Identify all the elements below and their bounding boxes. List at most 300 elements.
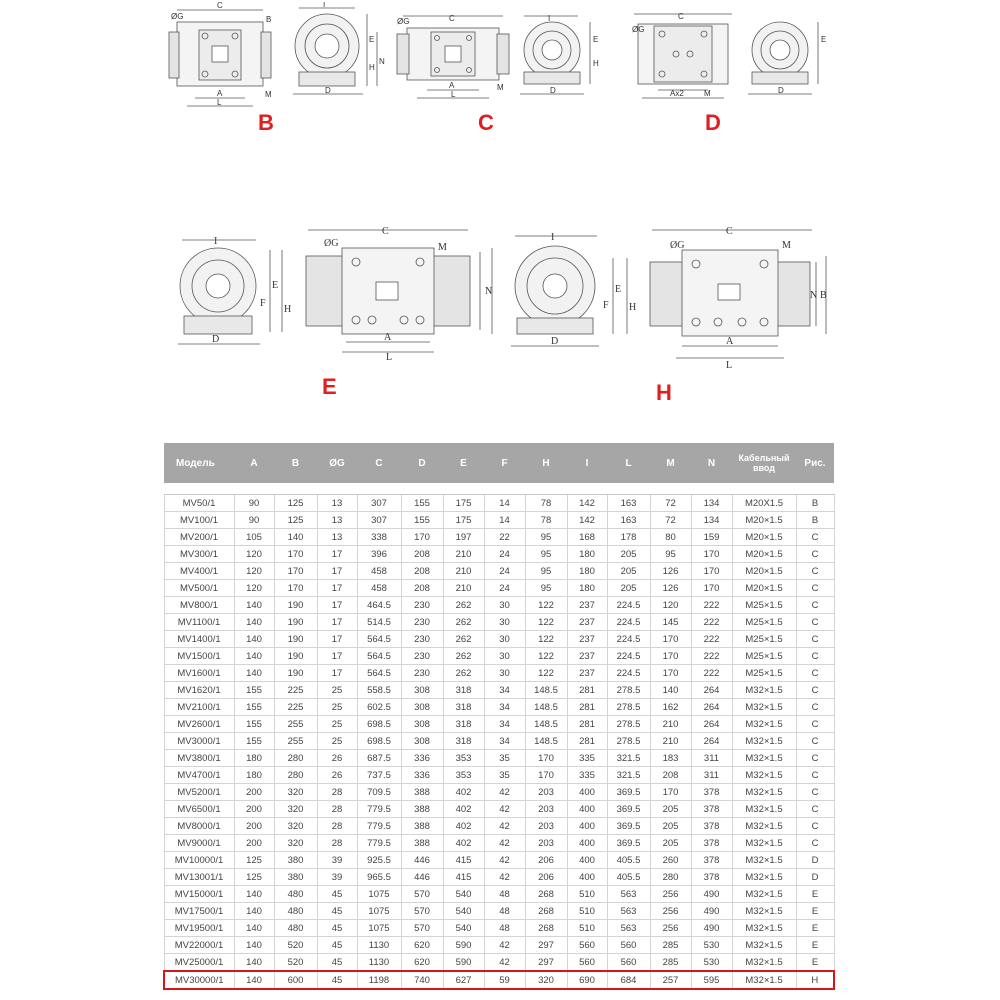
table-cell: 779.5 <box>357 835 401 852</box>
table-cell: M20X1.5 <box>732 495 796 512</box>
table-cell: 464.5 <box>357 597 401 614</box>
table-cell: M32×1.5 <box>732 682 796 699</box>
table-cell: 78 <box>525 495 567 512</box>
dim-label-a: A <box>449 81 455 90</box>
table-cell: 285 <box>650 954 691 972</box>
table-cell: C <box>796 767 834 784</box>
column-header: Рис. <box>796 443 834 483</box>
table-cell: 558.5 <box>357 682 401 699</box>
column-header: Модель <box>164 443 234 483</box>
table-cell: 378 <box>691 852 732 869</box>
table-cell: M25×1.5 <box>732 614 796 631</box>
dim-label-m: M <box>438 242 447 253</box>
table-cell: 570 <box>401 903 443 920</box>
table-cell: 627 <box>443 971 484 989</box>
table-cell: 72 <box>650 495 691 512</box>
table-cell: 190 <box>274 631 317 648</box>
table-cell: 311 <box>691 767 732 784</box>
table-cell: C <box>796 682 834 699</box>
model-cell: MV400/1 <box>164 563 234 580</box>
table-cell: 210 <box>650 733 691 750</box>
table-cell: M25×1.5 <box>732 631 796 648</box>
table-row <box>164 767 834 784</box>
table-cell: 148.5 <box>525 699 567 716</box>
table-row <box>164 801 834 818</box>
table-cell: 34 <box>484 682 525 699</box>
table-cell: 320 <box>274 801 317 818</box>
table-cell: 180 <box>234 767 274 784</box>
table-cell: 278.5 <box>607 699 650 716</box>
table-cell: 170 <box>691 546 732 563</box>
table-cell: 1075 <box>357 886 401 903</box>
table-cell: 122 <box>525 665 567 682</box>
model-cell: MV1100/1 <box>164 614 234 631</box>
table-row <box>164 631 834 648</box>
table-cell: 200 <box>234 818 274 835</box>
table-cell: 353 <box>443 750 484 767</box>
figure-label-d: D <box>705 110 721 135</box>
table-cell: 208 <box>401 546 443 563</box>
table-cell: 90 <box>234 512 274 529</box>
table-cell: 510 <box>567 920 607 937</box>
dim-label-c: C <box>678 12 684 21</box>
table-cell: 388 <box>401 835 443 852</box>
table-row <box>164 699 834 716</box>
table-cell: 560 <box>567 954 607 972</box>
table-cell: 595 <box>691 971 732 989</box>
dim-label-m: M <box>265 90 272 99</box>
table-cell: E <box>796 903 834 920</box>
table-cell: 353 <box>443 767 484 784</box>
table-cell: 140 <box>274 529 317 546</box>
table-cell: M32×1.5 <box>732 971 796 989</box>
table-cell: 17 <box>317 631 357 648</box>
table-cell: 45 <box>317 954 357 972</box>
table-cell: 95 <box>650 546 691 563</box>
table-cell: 400 <box>567 801 607 818</box>
table-cell: 260 <box>650 852 691 869</box>
table-cell: 125 <box>234 869 274 886</box>
table-cell: M32×1.5 <box>732 750 796 767</box>
table-cell: 80 <box>650 529 691 546</box>
table-cell: 369.5 <box>607 784 650 801</box>
figure-label-e: E <box>322 374 337 399</box>
dim-label-l: L <box>451 90 456 99</box>
table-cell: 205 <box>650 835 691 852</box>
table-cell: 262 <box>443 665 484 682</box>
table-cell: 225 <box>274 682 317 699</box>
table-cell: 307 <box>357 512 401 529</box>
table-cell: 155 <box>234 682 274 699</box>
table-cell: 684 <box>607 971 650 989</box>
drawing-d-side-view <box>628 10 738 102</box>
table-cell: 28 <box>317 835 357 852</box>
drawing-b-side-view <box>165 2 275 110</box>
table-cell: 264 <box>691 733 732 750</box>
table-cell: 318 <box>443 716 484 733</box>
table-cell: 34 <box>484 733 525 750</box>
table-cell: 687.5 <box>357 750 401 767</box>
table-cell: M25×1.5 <box>732 597 796 614</box>
table-cell: 257 <box>650 971 691 989</box>
table-cell: 514.5 <box>357 614 401 631</box>
table-cell: 24 <box>484 563 525 580</box>
table-row <box>164 750 834 767</box>
dim-label-c: C <box>217 2 223 10</box>
table-cell: 13 <box>317 495 357 512</box>
dim-label-c: C <box>726 226 733 237</box>
table-row <box>164 580 834 597</box>
table-cell: 255 <box>274 716 317 733</box>
table-cell: 13 <box>317 512 357 529</box>
dim-label-g: ØG <box>632 25 645 34</box>
dim-label-i: I <box>548 14 551 23</box>
table-cell: 335 <box>567 767 607 784</box>
table-cell: 268 <box>525 886 567 903</box>
table-cell: M32×1.5 <box>732 767 796 784</box>
column-header: L <box>607 443 650 483</box>
dim-label-m: M <box>704 89 711 98</box>
table-cell: 520 <box>274 937 317 954</box>
table-cell: 415 <box>443 869 484 886</box>
table-cell: 237 <box>567 614 607 631</box>
table-cell: 560 <box>607 954 650 972</box>
table-cell: 45 <box>317 971 357 989</box>
table-cell: M32×1.5 <box>732 699 796 716</box>
table-cell: 170 <box>650 665 691 682</box>
model-cell: MV9000/1 <box>164 835 234 852</box>
table-cell: 205 <box>607 546 650 563</box>
table-cell: 190 <box>274 665 317 682</box>
table-row <box>164 563 834 580</box>
table-cell: 122 <box>525 614 567 631</box>
model-cell: MV500/1 <box>164 580 234 597</box>
specification-table <box>163 443 835 990</box>
table-cell: 14 <box>484 495 525 512</box>
table-cell: 320 <box>274 784 317 801</box>
table-cell: 321.5 <box>607 750 650 767</box>
dim-label-d: D <box>778 86 784 95</box>
table-cell: 22 <box>484 529 525 546</box>
table-cell: 120 <box>234 580 274 597</box>
table-cell: 25 <box>317 682 357 699</box>
table-cell: 148.5 <box>525 733 567 750</box>
table-cell: 281 <box>567 716 607 733</box>
table-cell: 95 <box>525 529 567 546</box>
table-cell: M32×1.5 <box>732 869 796 886</box>
dim-label-g: ØG <box>397 17 410 26</box>
table-cell: 237 <box>567 665 607 682</box>
table-cell: 35 <box>484 750 525 767</box>
table-cell: 126 <box>650 563 691 580</box>
table-cell: 563 <box>607 920 650 937</box>
table-cell: M25×1.5 <box>732 648 796 665</box>
table-cell: 297 <box>525 954 567 972</box>
table-cell: 210 <box>443 580 484 597</box>
table-cell: 30 <box>484 631 525 648</box>
table-cell: 190 <box>274 597 317 614</box>
model-cell: MV15000/1 <box>164 886 234 903</box>
table-cell: 400 <box>567 784 607 801</box>
table-cell: 170 <box>274 563 317 580</box>
dim-label-i: I <box>214 236 218 247</box>
table-cell: 25 <box>317 733 357 750</box>
table-row <box>164 665 834 682</box>
table-cell: 540 <box>443 920 484 937</box>
table-row <box>164 733 834 750</box>
dim-label-a: A <box>384 332 392 343</box>
table-cell: M20×1.5 <box>732 512 796 529</box>
table-cell: 278.5 <box>607 716 650 733</box>
table-cell: 925.5 <box>357 852 401 869</box>
table-row <box>164 529 834 546</box>
table-cell: 30 <box>484 597 525 614</box>
table-cell: 180 <box>234 750 274 767</box>
table-cell: 25 <box>317 699 357 716</box>
dim-label-g: ØG <box>670 240 685 251</box>
dim-label-h: H <box>369 63 375 72</box>
table-cell: E <box>796 954 834 972</box>
table-cell: 125 <box>274 495 317 512</box>
table-cell: 222 <box>691 665 732 682</box>
table-row <box>164 835 834 852</box>
dim-label-f: F <box>260 298 266 309</box>
table-row-highlighted <box>164 971 834 989</box>
dim-label-c: C <box>382 226 389 237</box>
table-cell: 190 <box>274 614 317 631</box>
dim-label-i: I <box>323 2 326 9</box>
table-cell: 30 <box>484 614 525 631</box>
table-cell: C <box>796 631 834 648</box>
table-cell: 297 <box>525 937 567 954</box>
table-cell: 45 <box>317 937 357 954</box>
table-cell: 120 <box>234 546 274 563</box>
table-cell: 308 <box>401 733 443 750</box>
table-cell: 134 <box>691 512 732 529</box>
table-cell: 458 <box>357 563 401 580</box>
table-row <box>164 886 834 903</box>
table-cell: 318 <box>443 733 484 750</box>
table-cell: 540 <box>443 886 484 903</box>
table-cell: 1075 <box>357 903 401 920</box>
dim-label-d: D <box>325 86 331 95</box>
table-cell: 95 <box>525 580 567 597</box>
drawing-b-front-view <box>285 2 385 100</box>
table-cell: 256 <box>650 886 691 903</box>
table-cell: 170 <box>525 767 567 784</box>
table-cell: 225 <box>274 699 317 716</box>
table-cell: 200 <box>234 784 274 801</box>
table-cell: D <box>796 852 834 869</box>
dim-label-f: F <box>603 300 609 311</box>
model-cell: MV22000/1 <box>164 937 234 954</box>
table-cell: E <box>796 886 834 903</box>
table-cell: 45 <box>317 920 357 937</box>
table-cell: 737.5 <box>357 767 401 784</box>
table-cell: 490 <box>691 903 732 920</box>
table-cell: 230 <box>401 665 443 682</box>
model-cell: MV800/1 <box>164 597 234 614</box>
table-header-divider <box>164 483 834 495</box>
table-cell: 203 <box>525 784 567 801</box>
table-cell: 155 <box>234 733 274 750</box>
table-cell: 197 <box>443 529 484 546</box>
model-cell: MV30000/1 <box>164 971 234 989</box>
table-row <box>164 648 834 665</box>
table-cell: 203 <box>525 835 567 852</box>
table-cell: 90 <box>234 495 274 512</box>
column-header: Кабельный ввод <box>732 443 796 483</box>
table-cell: B <box>796 512 834 529</box>
drawing-h-side-view <box>646 222 834 372</box>
table-cell: D <box>796 869 834 886</box>
table-cell: 170 <box>401 529 443 546</box>
table-header-row <box>164 443 834 483</box>
table-row <box>164 614 834 631</box>
table-cell: M32×1.5 <box>732 886 796 903</box>
table-cell: 402 <box>443 784 484 801</box>
table-cell: 446 <box>401 852 443 869</box>
table-cell: 25 <box>317 716 357 733</box>
table-cell: 155 <box>401 495 443 512</box>
table-cell: 237 <box>567 597 607 614</box>
table-cell: 570 <box>401 920 443 937</box>
table-cell: 311 <box>691 750 732 767</box>
table-cell: 148.5 <box>525 682 567 699</box>
table-cell: 530 <box>691 937 732 954</box>
table-cell: M32×1.5 <box>732 852 796 869</box>
table-cell: 308 <box>401 682 443 699</box>
model-cell: MV1500/1 <box>164 648 234 665</box>
dim-label-l: L <box>386 352 393 362</box>
table-cell: 17 <box>317 546 357 563</box>
table-cell: 42 <box>484 937 525 954</box>
table-cell: 28 <box>317 801 357 818</box>
table-cell: 336 <box>401 767 443 784</box>
table-cell: 180 <box>567 546 607 563</box>
table-cell: 159 <box>691 529 732 546</box>
table-cell: 59 <box>484 971 525 989</box>
column-header: I <box>567 443 607 483</box>
table-cell: 280 <box>274 767 317 784</box>
table-cell: C <box>796 665 834 682</box>
dim-label-d: D <box>212 334 220 345</box>
table-cell: 380 <box>274 852 317 869</box>
table-cell: 222 <box>691 648 732 665</box>
table-cell: 281 <box>567 733 607 750</box>
table-row <box>164 546 834 563</box>
dim-label-e: E <box>615 284 622 295</box>
table-cell: 480 <box>274 886 317 903</box>
table-cell: 200 <box>234 801 274 818</box>
table-cell: 338 <box>357 529 401 546</box>
table-cell: 170 <box>650 784 691 801</box>
table-cell: 388 <box>401 784 443 801</box>
column-header: H <box>525 443 567 483</box>
column-header: C <box>357 443 401 483</box>
table-cell: 205 <box>607 580 650 597</box>
dim-label-h: H <box>593 59 599 68</box>
table-cell: 140 <box>234 954 274 972</box>
dim-label-l: L <box>726 360 733 371</box>
table-cell: 278.5 <box>607 682 650 699</box>
model-cell: MV100/1 <box>164 512 234 529</box>
table-cell: 237 <box>567 648 607 665</box>
table-cell: E <box>796 920 834 937</box>
column-header: N <box>691 443 732 483</box>
table-cell: 140 <box>234 886 274 903</box>
table-cell: 278.5 <box>607 733 650 750</box>
table-cell: 39 <box>317 852 357 869</box>
table-cell: 400 <box>567 852 607 869</box>
table-cell: 698.5 <box>357 716 401 733</box>
dim-label-g: ØG <box>171 12 184 21</box>
dim-label-d: D <box>551 336 559 347</box>
table-cell: 24 <box>484 580 525 597</box>
table-cell: 369.5 <box>607 801 650 818</box>
table-cell: 285 <box>650 937 691 954</box>
column-header: M <box>650 443 691 483</box>
table-cell: 224.5 <box>607 648 650 665</box>
table-row <box>164 716 834 733</box>
table-cell: 140 <box>234 648 274 665</box>
table-cell: 210 <box>443 546 484 563</box>
table-cell: C <box>796 546 834 563</box>
table-cell: 148.5 <box>525 716 567 733</box>
dim-label-n: N <box>810 290 818 301</box>
table-cell: M32×1.5 <box>732 716 796 733</box>
table-cell: 155 <box>234 716 274 733</box>
table-cell: 378 <box>691 818 732 835</box>
table-cell: 222 <box>691 631 732 648</box>
table-cell: 163 <box>607 512 650 529</box>
table-cell: 1075 <box>357 920 401 937</box>
table-cell: M32×1.5 <box>732 801 796 818</box>
table-cell: 48 <box>484 886 525 903</box>
table-cell: 140 <box>234 937 274 954</box>
drawing-d-front-view <box>740 12 832 100</box>
model-cell: MV2600/1 <box>164 716 234 733</box>
table-cell: 39 <box>317 869 357 886</box>
table-cell: 490 <box>691 886 732 903</box>
table-cell: 203 <box>525 801 567 818</box>
table-cell: M32×1.5 <box>732 954 796 972</box>
table-header-gap <box>164 483 834 495</box>
table-cell: 307 <box>357 495 401 512</box>
table-cell: 95 <box>525 563 567 580</box>
table-cell: 378 <box>691 801 732 818</box>
table-cell: B <box>796 495 834 512</box>
table-cell: 203 <box>525 818 567 835</box>
table-cell: 560 <box>607 937 650 954</box>
table-cell: 17 <box>317 580 357 597</box>
table-cell: 120 <box>650 597 691 614</box>
table-cell: 170 <box>650 631 691 648</box>
model-cell: MV13001/1 <box>164 869 234 886</box>
table-cell: 72 <box>650 512 691 529</box>
table-cell: 224.5 <box>607 665 650 682</box>
table-cell: 281 <box>567 699 607 716</box>
table-cell: 30 <box>484 648 525 665</box>
table-cell: 480 <box>274 920 317 937</box>
table-cell: 208 <box>401 580 443 597</box>
table-cell: 142 <box>567 495 607 512</box>
table-cell: 206 <box>525 852 567 869</box>
table-cell: 779.5 <box>357 818 401 835</box>
table-cell: 318 <box>443 682 484 699</box>
table-cell: E <box>796 937 834 954</box>
table-cell: 26 <box>317 767 357 784</box>
